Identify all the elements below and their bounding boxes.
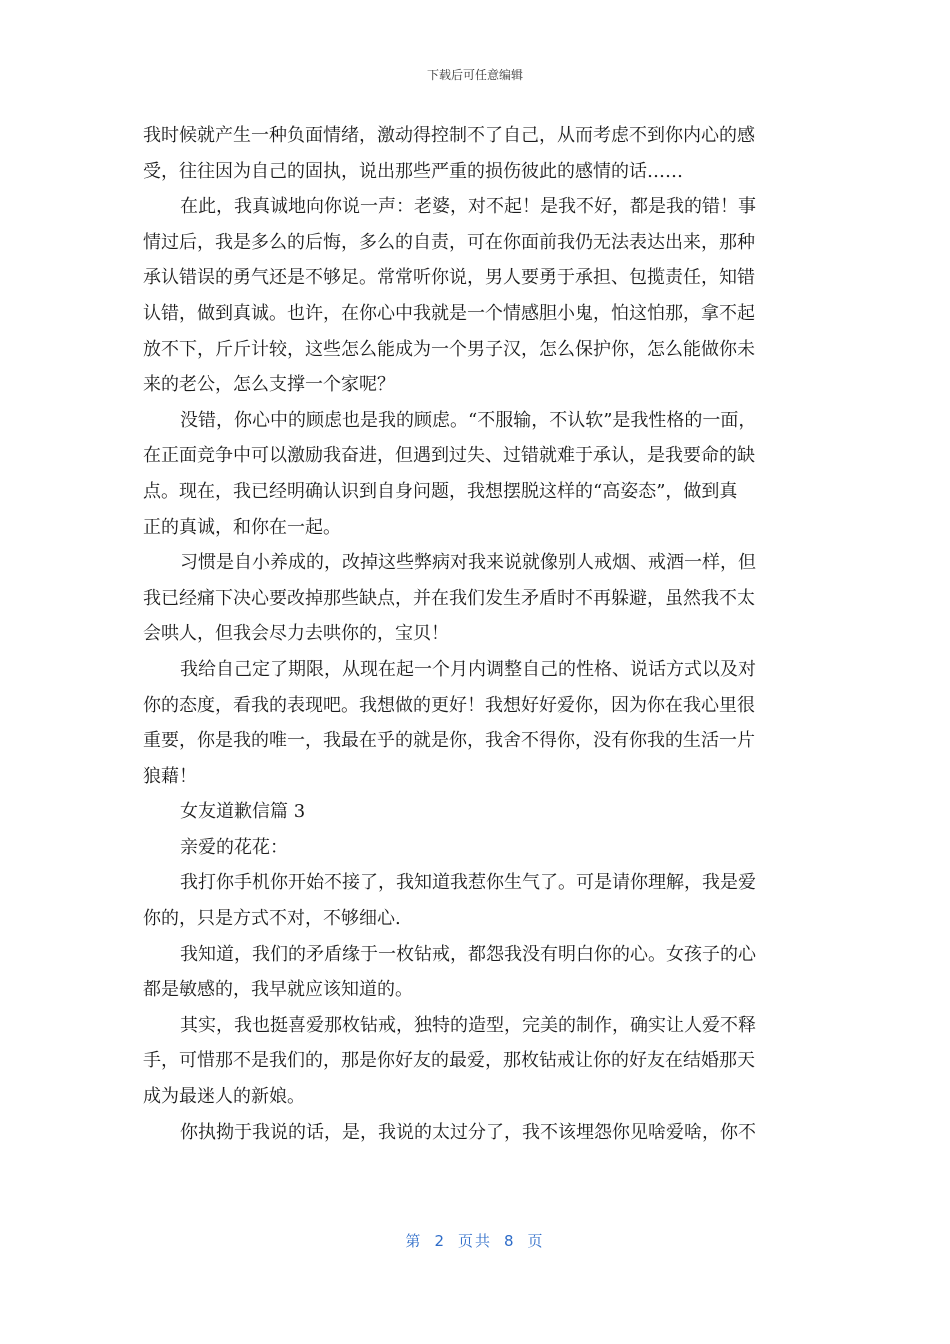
document-body — [143, 118, 808, 1150]
footer-page-number: 2 — [434, 1232, 446, 1250]
page-header-note: 下载后可任意编辑 — [426, 68, 523, 82]
text-line: 没错，你心中的顾虑也是我的顾虑。“不服输，不认软”是我性格的一面， — [180, 409, 757, 431]
text-line: 其实，我也挺喜爱那枚钻戒，独特的造型，完美的制作，确实让人爱不释 — [180, 1014, 756, 1036]
footer-suffix: 页 — [527, 1232, 545, 1250]
text-line: 认错，做到真诚。也许，在你心中我就是一个情感胆小鬼，怕这怕那，拿不起 — [143, 302, 755, 324]
text-line: 都是敏感的，我早就应该知道的。 — [143, 979, 413, 1001]
text-line: 习惯是自小养成的，改掉这些弊病对我来说就像别人戒烟、戒酒一样，但 — [180, 552, 756, 574]
text-line: 在正面竞争中可以激励我奋进，但遇到过失、过错就难于承认，是我要命的缺 — [143, 445, 755, 467]
text-line: 会哄人，但我会尽力去哄你的，宝贝！ — [143, 623, 449, 645]
text-line: 女友道歉信篇 3 — [180, 801, 306, 823]
text-line: 我给自己定了期限，从现在起一个月内调整自己的性格、说话方式以及对 — [180, 658, 756, 680]
text-line: 来的老公，怎么支撑一个家呢？ — [143, 374, 395, 396]
text-line: 你执拗于我说的话，是，我说的太过分了，我不该埋怨你见啥爱啥，你不 — [180, 1121, 756, 1143]
text-line: 我已经痛下决心要改掉那些缺点，并在我们发生矛盾时不再躲避，虽然我不太 — [143, 587, 755, 609]
text-line: 点。现在，我已经明确认识到自身问题，我想摆脱这样的“高姿态”，做到真 — [143, 480, 738, 502]
text-line: 正的真诚，和你在一起。 — [143, 516, 341, 538]
text-line: 在此，我真诚地向你说一声：老婆，对不起！是我不好，都是我的错！事 — [180, 196, 756, 218]
text-line: 情过后，我是多么的后悔，多么的自责，可在你面前我仍无法表达出来，那种 — [143, 231, 755, 253]
text-line: 受，往往因为自己的固执，说出那些严重的损伤彼此的感情的话…… — [143, 160, 683, 182]
text-line: 狼藉！ — [143, 765, 197, 787]
text-line: 我知道，我们的矛盾缘于一枚钻戒，都怨我没有明白你的心。女孩子的心 — [180, 943, 756, 965]
text-line: 成为最迷人的新娘。 — [143, 1086, 305, 1108]
text-line: 承认错误的勇气还是不够足。常常听你说，男人要勇于承担、包揽责任，知错 — [143, 267, 755, 289]
page-footer — [0, 1230, 950, 1251]
text-line: 手，可惜那不是我们的，那是你好友的最爱，那枚钻戒让你的好友在结婚那天 — [143, 1050, 755, 1072]
footer-prefix: 第 — [405, 1232, 423, 1250]
text-line: 我打你手机你开始不接了，我知道我惹你生气了。可是请你理解，我是爱 — [180, 872, 756, 894]
text-line: 我时候就产生一种负面情绪，激动得控制不了自己，从而考虑不到你内心的感 — [143, 125, 755, 146]
text-line: 你的态度，看我的表现吧。我想做的更好！我想好好爱你，因为你在我心里很 — [143, 694, 755, 716]
text-line: 你的，只是方式不对，不够细心. — [143, 908, 401, 930]
footer-mid: 页共 — [457, 1232, 492, 1250]
text-line: 重要，你是我的唯一，我最在乎的就是你，我舍不得你，没有你我的生活一片 — [143, 730, 755, 752]
footer-total-pages: 8 — [504, 1232, 516, 1250]
text-line: 亲爱的花花： — [180, 836, 288, 858]
text-line: 放不下，斤斤计较，这些怎么能成为一个男子汉，怎么保护你，怎么能做你未 — [143, 338, 755, 360]
